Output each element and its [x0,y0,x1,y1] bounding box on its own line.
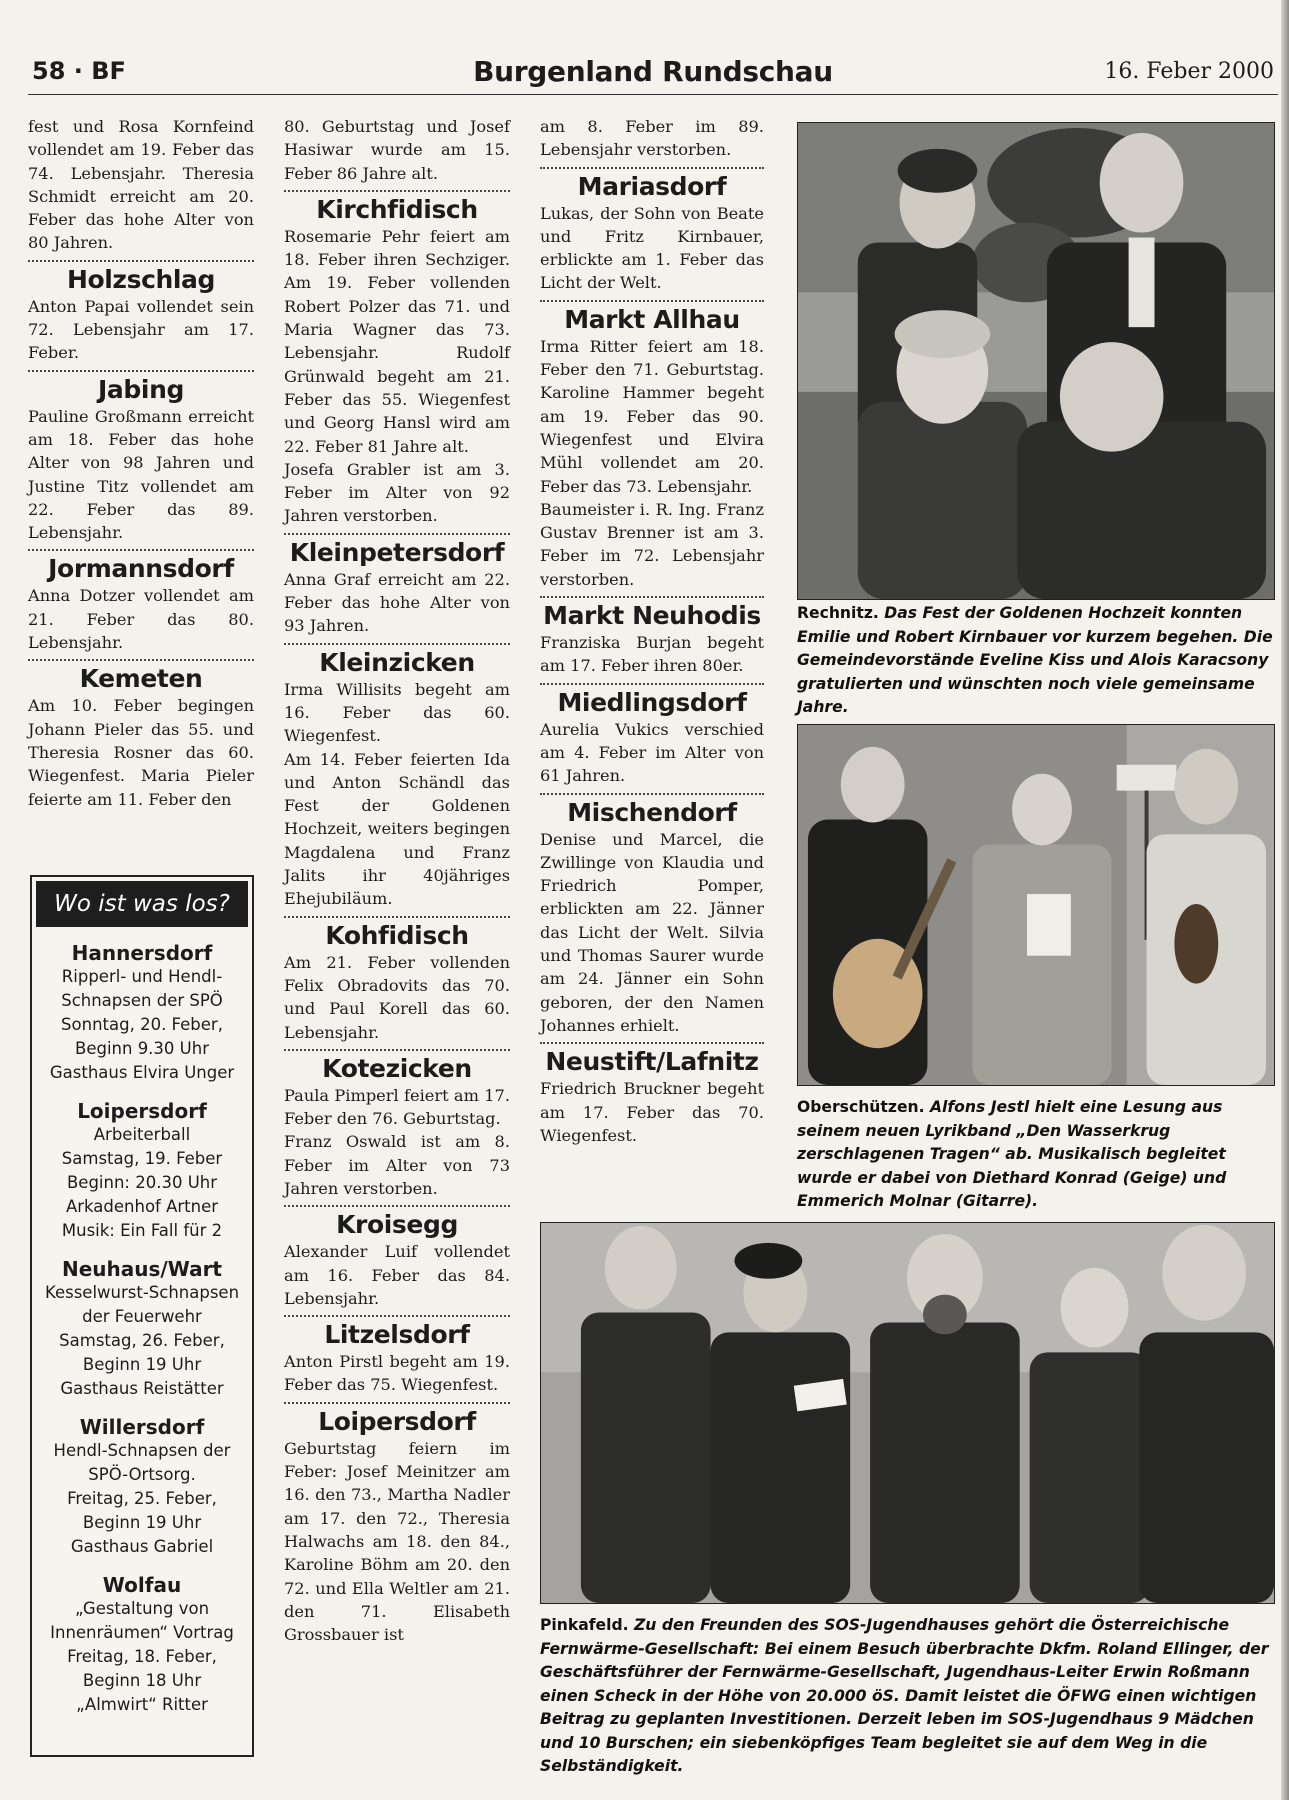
dotted-divider [28,370,254,372]
section-heading: Holzschlag [66,264,216,294]
section-heading: Kohfidisch [325,920,469,950]
article-text: Aurelia Vukics verschied am 4. Feber im Alter von 61 Jahren. [540,719,764,786]
event-line: Sonntag, 20. Feber, [61,1015,223,1034]
event-place: Loipersdorf [77,1099,207,1123]
article-text: Anna Dotzer vollendet am 21. Feber das 80. Lebensjahr. [28,586,254,653]
event-line: Kesselwurst-Schnapsen [44,1283,240,1302]
section-heading: Miedlingsdorf [557,687,747,717]
page-header [28,55,1278,95]
event-place: Wolfau [102,1573,182,1597]
scan-edge [1281,0,1289,1800]
newspaper-title: Burgenland Rundschau [473,55,833,88]
article-text: Franz Oswald ist am 8. Feber im Alter von 73 Jahren verstorben. [284,1132,510,1198]
section-heading: Kleinzicken [319,647,475,677]
article-text: Baumeister i. R. Ing. Franz Gustav Brenner ist am 3. Feber im 72. Lebensjahr verstorben. [540,499,764,589]
caption-text: Zu den Freunden des SOS-Jugendhauses gehört die Österreichische Fernwärme-Gesellschaft: Bei einem Besuch überbrachte Dkfm. Roland Ellinger, der Geschäftsführer der Fernwärme-Gesellschaft, Jugendhaus-Leiter Erwin Roßmann einen Scheck in der Höhe von 20.000 öS. Damit leistet die ÖFWG einen wichtigen Beitrag zu geplanten Investitionen. Derzeit leben im SOS-Jugendhaus 9 Mädchen und 10 Burschen; ein siebenköpfiges Team begleitet sie auf dem Weg in die Selbständigkeit. [540,1616,1269,1775]
caption-text: Das Fest der Goldenen Hochzeit konnten Emilie und Robert Kirnbauer vor kurzem begehen. Die Gemeindevorstände Eveline Kiss und Alois Karacsony gratulierten und wünschten noch viele gemeinsame Jahre. [797,604,1273,716]
event-place: Willersdorf [79,1415,205,1439]
section-heading: Markt Allhau [564,304,740,334]
event-line: Hendl-Schnapsen der [53,1441,231,1460]
section-heading: Kemeten [79,664,203,694]
event-line: Freitag, 25. Feber, [67,1489,217,1508]
dotted-divider [28,260,254,262]
caption-place: Oberschützen. [797,1098,925,1116]
column-3 [540,115,764,1147]
article-text: Am 10. Feber begingen Johann Pieler das 55. und Theresia Rosner das 60. Wiegenfest. Maria Pieler feierte am 11. Feber den [28,696,254,809]
caption-text: Alfons Jestl hielt eine Lesung aus seinem neuen Lyrikband „Den Wasserkrug zerschlagenen Tragen“ ab. Musikalisch begleitet wurde er dabei von Diethard Konrad (Geige) und Emmerich Molnar (Gitarre). [797,1098,1227,1210]
event-line: Beginn 19 Uhr [82,1513,202,1532]
caption-pinkafeld [540,1614,1275,1779]
section-heading: Mischendorf [567,797,737,827]
article-text: Anna Graf erreicht am 22. Feber das hohe Alter von 93 Jahren. [284,569,510,636]
photo-rechnitz [797,122,1275,600]
dotted-divider [284,643,510,645]
dotted-divider [540,300,764,302]
article-text: Lukas, der Sohn von Beate und Fritz Kirnbauer, erblickte am 1. Feber das Licht der Welt. [540,203,764,293]
section-heading: Kleinpetersdorf [289,537,505,567]
photo-oberschuetzen [797,724,1275,1086]
article-text: Anton Pirstl begeht am 19. Feber das 75. Wiegenfest. [284,1352,510,1395]
article-text: Josefa Grabler ist am 3. Feber im Alter von 92 Jahren verstorben. [284,459,510,526]
event-place: Hannersdorf [71,941,213,965]
event-line: Gasthaus Gabriel [70,1537,214,1556]
event-line: Schnapsen der SPÖ [61,991,223,1010]
dotted-divider [540,1042,764,1044]
dotted-divider [540,596,764,598]
issue-date: 16. Feber 2000 [1104,59,1274,84]
caption-rechnitz [797,602,1275,720]
article-text: Pauline Großmann erreicht am 18. Feber das hohe Alter von 98 Jahren und Justine Titz vollendet am 22. Feber das 89. Lebensjahr. [28,406,254,543]
photo-pinkafeld [540,1222,1275,1604]
article-text: Paula Pimperl feiert am 17. Feber den 76. Geburtstag. [284,1085,510,1129]
dotted-divider [284,1205,510,1207]
section-heading: Mariasdorf [577,171,727,201]
events-box-title: Wo ist was los? [36,881,248,927]
column-1 [28,115,254,811]
article-text: Irma Willisits begeht am 16. Feber das 60. Wiegenfest. [284,679,510,746]
event-line: Arbeiterball [93,1125,191,1144]
event-line: Beginn 19 Uhr [82,1355,202,1374]
event-line: Beginn: 20.30 Uhr [66,1173,218,1192]
article-text: Franziska Burjan begeht am 17. Feber ihren 80er. [540,633,764,676]
article-text: Friedrich Bruckner begeht am 17. Feber das 70. Wiegenfest. [540,1079,764,1145]
event-line: Samstag, 19. Feber [61,1149,223,1168]
event-line: Freitag, 18. Feber, [67,1647,217,1666]
event-line: „Gestaltung von [74,1599,210,1618]
event-line: „Almwirt“ Ritter [76,1695,208,1714]
event-place: Neuhaus/Wart [62,1257,222,1281]
photo-image [798,725,1274,1085]
event-line: Musik: Ein Fall für 2 [61,1221,223,1240]
events-box [30,875,254,1757]
section-heading: Jormannsdorf [48,554,234,584]
article-text: Alexander Luif vollendet am 16. Feber das 84. Lebensjahr. [284,1242,510,1308]
article-text: Irma Ritter feiert am 18. Feber den 71. Geburtstag. Karoline Hammer begeht am 19. Feber das 90. Wiegenfest und Elvira Mühl vollendet am 20. Feber das 73. Lebensjahr. [540,336,764,496]
article-text: Am 14. Feber feierten Ida und Anton Schändl das Fest der Goldenen Hochzeit, weiters begingen Magdalena und Franz Jalits ihr 40jähriges Ehejubiläum. [284,749,510,909]
dotted-divider [28,549,254,551]
event-line: Gasthaus Elvira Unger [49,1063,235,1082]
section-heading: Neustift/Lafnitz [545,1047,759,1077]
event-line: Arkadenhof Artner [65,1197,219,1216]
section-heading: Kotezicken [322,1053,472,1083]
dotted-divider [284,916,510,918]
event-line: Samstag, 26. Feber, [59,1331,225,1350]
photo-image [798,123,1274,599]
article-text: Anton Papai vollendet sein 72. Lebensjahr am 17. Feber. [28,296,254,363]
dotted-divider [284,1315,510,1317]
article-text: Geburtstag feiern im Feber: Josef Meinitzer am 16. den 73., Martha Nadler am 17. den 72., Theresia Halwachs am 18. den 84., Karoline Böhm am 20. den 72. und Ella Weltler am 21. den 71. Elisabeth Grossbauer ist [284,1438,510,1645]
dotted-divider [284,533,510,535]
dotted-divider [540,683,764,685]
column-2 [284,115,510,1646]
section-heading: Jabing [98,374,184,404]
event-line: Innenräumen“ Vortrag [50,1623,234,1642]
event-line: Beginn 9.30 Uhr [75,1039,209,1058]
section-heading: Markt Neuhodis [543,601,761,631]
dotted-divider [540,167,764,169]
dotted-divider [28,659,254,661]
caption-place: Rechnitz. [797,604,879,622]
event-line: Ripperl- und Hendl- [61,967,223,986]
article-text: Am 21. Feber vollenden Felix Obradovits das 70. und Paul Korell das 60. Lebensjahr. [284,952,510,1042]
section-heading: Kroisegg [336,1210,458,1240]
caption-oberschuetzen [797,1096,1275,1214]
section-heading: Loipersdorf [318,1406,476,1436]
article-text: Denise und Marcel, die Zwillinge von Klaudia und Friedrich Pomper, erblickten am 22. Jänner das Licht der Welt. Silvia und Thomas Saurer wurde am 24. Jänner ein Sohn geboren, der den Namen Johannes erhielt. [540,829,764,1035]
page-number: 58 · BF [32,57,126,85]
caption-place: Pinkafeld. [540,1616,629,1634]
event-line: der Feuerwehr [82,1307,202,1326]
article-text: fest und Rosa Kornfeind vollendet am 19. Feber das 74. Lebensjahr. Theresia Schmidt erreicht am 20. Feber das hohe Alter von 80 Jahren. [28,117,254,253]
event-line: Gasthaus Reistätter [60,1379,224,1398]
photo-image [541,1223,1274,1603]
section-heading: Litzelsdorf [324,1320,470,1350]
dotted-divider [284,1402,510,1404]
dotted-divider [540,793,764,795]
article-text: 80. Geburtstag und Josef Hasiwar wurde am 15. Feber 86 Jahre alt. [284,117,510,183]
event-line: SPÖ-Ortsorg. [88,1465,196,1484]
article-text: am 8. Feber im 89. Lebensjahr verstorben. [540,117,764,160]
article-text: Rosemarie Pehr feiert am 18. Feber ihren Sechziger. Am 19. Feber vollenden Robert Polzer das 71. und Maria Wagner das 73. Lebensjahr. Rudolf Grünwald begeht am 21. Feber das 55. Wiegenfest und Georg Hansl wird am 22. Feber 81 Jahre alt. [284,226,510,456]
section-heading: Kirchfidisch [316,194,478,224]
dotted-divider [284,1049,510,1051]
event-line: Beginn 18 Uhr [82,1671,202,1690]
dotted-divider [284,190,510,192]
